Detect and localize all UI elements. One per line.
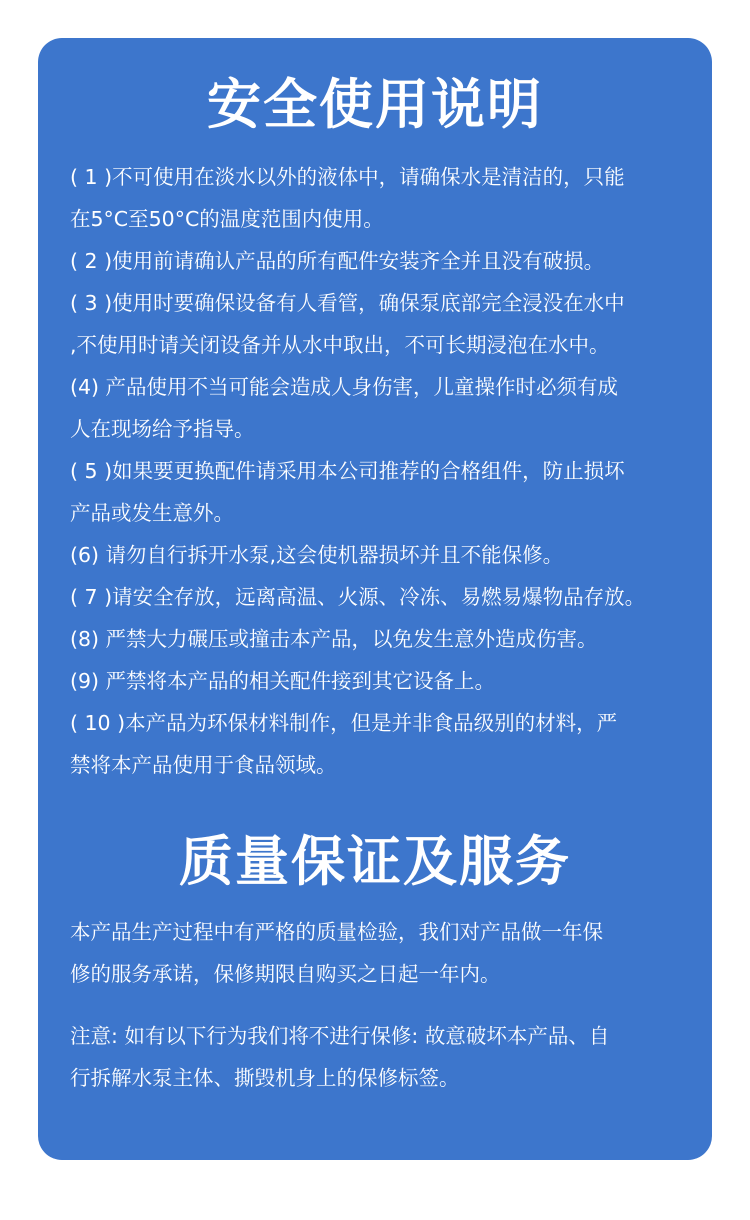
safety-title: 安全使用说明 (207, 73, 543, 136)
safety-item-6-line-1: (6) 请勿自行拆开水泵,这会使机器损坏并且不能保修。 (70, 543, 564, 567)
safety-item-3-line-2: ,不使用时请关闭设备并从水中取出，不可长期浸泡在水中。 (70, 333, 610, 357)
safety-item-8-line-1: (8) 严禁大力碾压或撞击本产品，以免发生意外造成伤害。 (70, 627, 598, 651)
safety-item-5 (70, 450, 686, 534)
safety-item-7-line-1: ( 7 )请安全存放，远离高温、火源、冷冻、易燃易爆物品存放。 (70, 585, 646, 609)
warranty-paragraph-line-1: 本产品生产过程中有严格的质量检验，我们对产品做一年保 (70, 920, 603, 944)
safety-item-1 (70, 156, 686, 240)
safety-item-10-line-2: 禁将本产品使用于食品领域。 (70, 753, 337, 777)
safety-item-6 (70, 534, 686, 576)
safety-item-7 (70, 576, 686, 618)
safety-item-9-line-1: (9) 严禁将本产品的相关配件接到其它设备上。 (70, 669, 496, 693)
safety-item-9 (70, 660, 686, 702)
safety-item-10 (70, 702, 686, 786)
warranty-paragraph-line-2: 修的服务承诺，保修期限自购买之日起一年内。 (70, 962, 501, 986)
warranty-title: 质量保证及服务 (179, 830, 571, 893)
warranty-notice-line-1: 注意: 如有以下行为我们将不进行保修: 故意破坏本产品、自 (70, 1024, 610, 1048)
safety-item-2-line-1: ( 2 )使用前请确认产品的所有配件安装齐全并且没有破损。 (70, 249, 605, 273)
safety-item-1-line-2: 在5°C至50°C的温度范围内使用。 (70, 207, 384, 231)
safety-item-4-line-2: 人在现场给予指导。 (70, 417, 255, 441)
warranty-notice (70, 1015, 686, 1099)
warranty-notice-line-2: 行拆解水泵主体、撕毁机身上的保修标签。 (70, 1066, 460, 1090)
safety-item-3 (70, 282, 686, 366)
safety-item-3-line-1: ( 3 )使用时要确保设备有人看管，确保泵底部完全浸没在水中 (70, 291, 625, 315)
safety-item-1-line-1: ( 1 )不可使用在淡水以外的液体中，请确保水是清洁的，只能 (70, 165, 625, 189)
safety-item-8 (70, 618, 686, 660)
instructions-card (38, 38, 712, 1160)
safety-item-2 (70, 240, 686, 282)
safety-item-10-line-1: ( 10 )本产品为环保材料制作，但是并非食品级别的材料，严 (70, 711, 618, 735)
warranty-paragraph (70, 911, 686, 995)
safety-item-5-line-2: 产品或发生意外。 (70, 501, 234, 525)
safety-item-5-line-1: ( 5 )如果要更换配件请采用本公司推荐的合格组件，防止损坏 (70, 459, 625, 483)
safety-item-4-line-1: (4) 产品使用不当可能会造成人身伤害，儿童操作时必须有成 (70, 375, 619, 399)
safety-item-4 (70, 366, 686, 450)
